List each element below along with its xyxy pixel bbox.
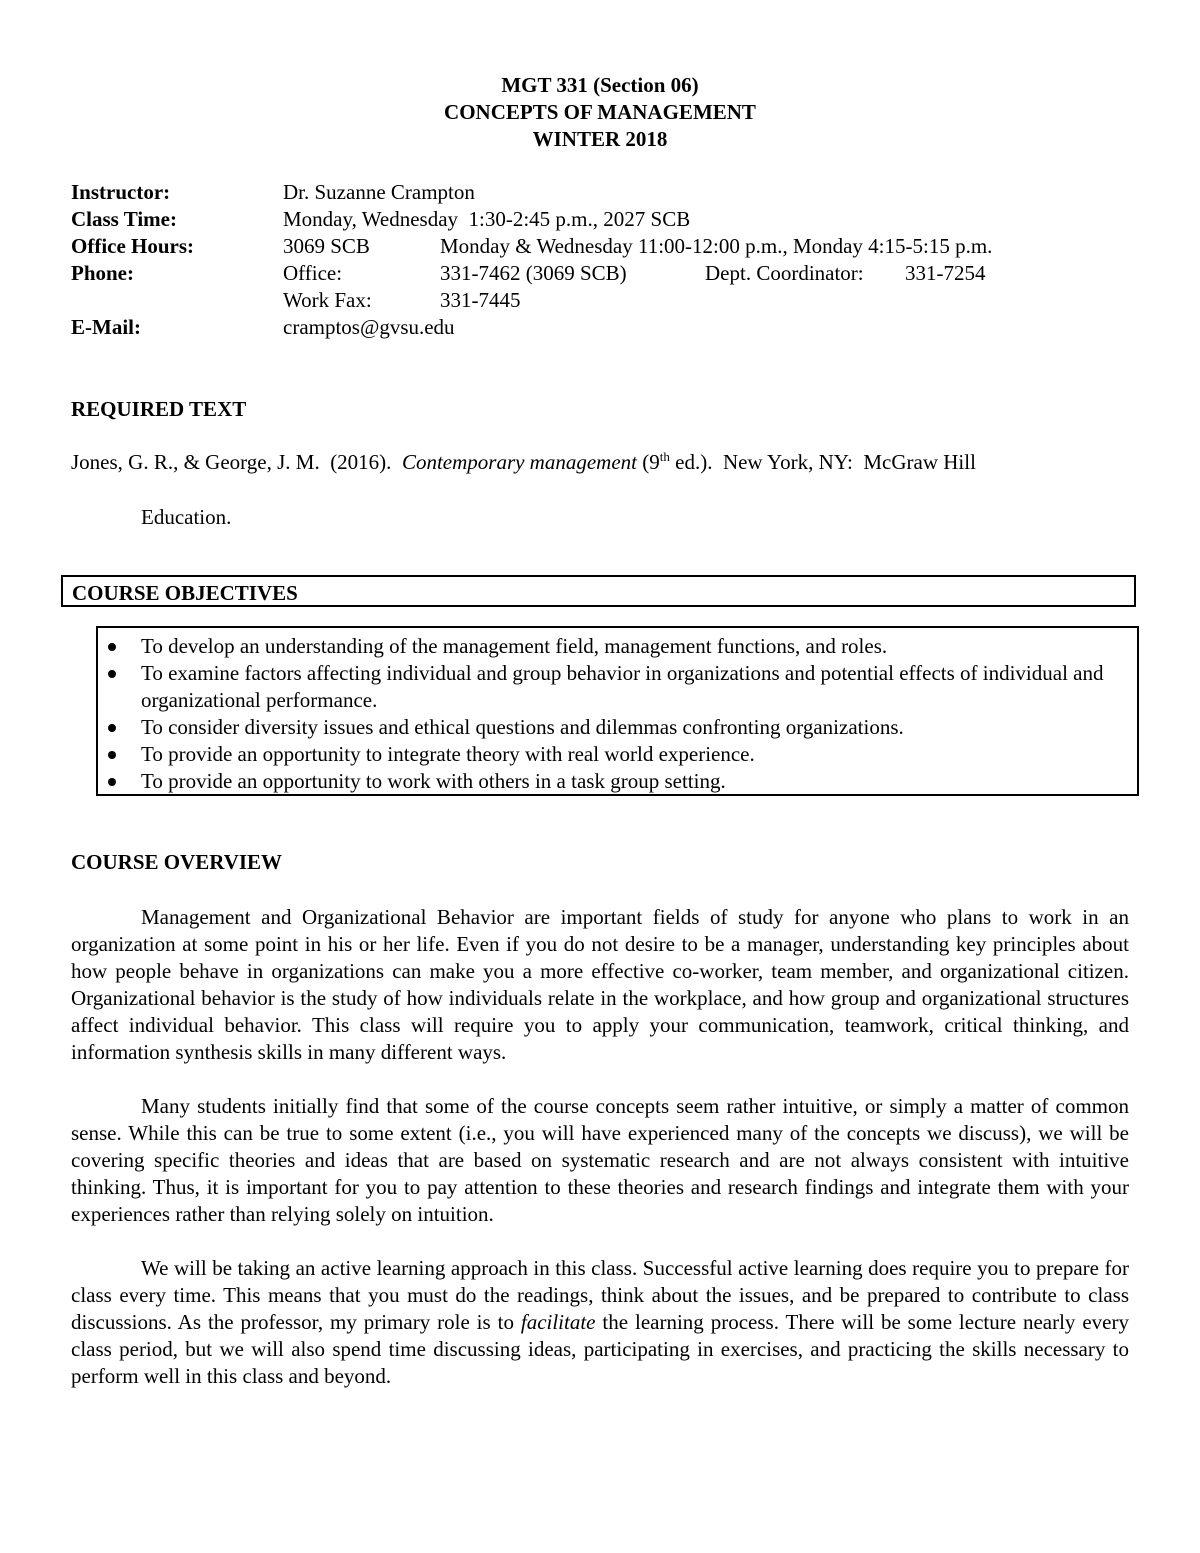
citation-edition-suffix: th	[659, 449, 670, 464]
office-hours-times: Monday & Wednesday 11:00-12:00 p.m., Monday 4:15-5:15 p.m.	[440, 234, 993, 258]
course-title-block	[0, 72, 1200, 153]
instructor-value: Dr. Suzanne Crampton	[283, 180, 475, 204]
objectives-heading-box	[61, 575, 1136, 607]
bullet-icon	[108, 778, 116, 786]
overview-paragraph-1: Management and Organizational Behavior are important fields of study for anyone who plans to work in an organization at some point in his or her life. Even if you do not desire to be a manager, understanding key principles about how people behave in organizations can make you a more effective co-worker, team member, and organizational citizen. Organizational behavior is the study of how individuals relate in the workplace, and how group and organizational structures affect individual behavior. This class will require you to apply your communication, teamwork, critical thinking, and information synthesis skills in many different ways.	[71, 905, 1129, 1064]
class-time-label: Class Time:	[71, 207, 177, 231]
class-time-value: Monday, Wednesday 1:30-2:45 p.m., 2027 SCB	[283, 207, 691, 231]
course-overview-heading: COURSE OVERVIEW	[71, 850, 283, 874]
citation-continuation: Education.	[141, 505, 232, 529]
required-text-heading: REQUIRED TEXT	[71, 397, 247, 421]
overview-paragraph-3: We will be taking an active learning approach in this class. Successful active learning does require you to prepare for class every time. This means that you must do the readings, think about the issues, and be prepared to contribute to class discussions. As the professor, my primary role is to facilitate the learning process. There will be some lecture nearly every class period, but we will also spend time discussing ideas, participating in exercises, and practicing the skills necessary to perform well in this class and beyond.	[71, 1256, 1129, 1388]
course-overview-body	[71, 904, 1129, 1390]
overview-paragraph-2: Many students initially find that some of the course concepts seem rather intuitive, or simply a matter of common sense. While this can be true to some extent (i.e., you will have experienced many of the concepts we discuss), we will be covering specific theories and ideas that are based on systematic research and are not always consistent with intuitive thinking. Thus, it is important for you to pay attention to these theories and research findings and integrate them with your experiences rather than relying solely on intuition.	[71, 1094, 1129, 1226]
office-phone-value: 331-7462 (3069 SCB)	[440, 261, 627, 285]
bullet-icon	[108, 724, 116, 732]
course-code: MGT 331 (Section 06)	[501, 73, 699, 97]
office-phone-label: Office:	[283, 261, 343, 285]
objective-item: To develop an understanding of the management field, management functions, and roles.	[98, 633, 1137, 660]
instructor-label: Instructor:	[71, 180, 171, 204]
objectives-list-box	[96, 626, 1139, 796]
bullet-icon	[108, 751, 116, 759]
objective-item: To provide an opportunity to work with others in a task group setting.	[98, 768, 1137, 795]
citation-publisher: ed.). New York, NY: McGraw Hill	[669, 450, 976, 474]
objectives-heading: COURSE OBJECTIVES	[72, 581, 298, 605]
email-value[interactable]: cramptos@gvsu.edu	[283, 315, 455, 339]
objectives-list	[98, 628, 1137, 795]
dept-coordinator-label: Dept. Coordinator:	[705, 261, 864, 285]
email-label: E-Mail:	[71, 315, 141, 339]
work-fax-value: 331-7445	[440, 288, 521, 312]
emphasis-facilitate: facilitate	[520, 1310, 596, 1334]
bullet-icon	[108, 643, 116, 651]
course-name: CONCEPTS OF MANAGEMENT	[444, 100, 756, 124]
phone-label: Phone:	[71, 261, 134, 285]
citation-edition: (9	[637, 450, 660, 474]
dept-coordinator-value: 331-7254	[905, 261, 986, 285]
citation-title: Contemporary management	[401, 450, 637, 474]
citation-authors: Jones, G. R., & George, J. M. (2016).	[71, 450, 402, 474]
office-hours-room: 3069 SCB	[283, 234, 370, 258]
bullet-icon	[108, 670, 116, 678]
course-term: WINTER 2018	[532, 127, 668, 151]
textbook-citation	[71, 450, 976, 475]
objective-item: To examine factors affecting individual and group behavior in organizations and potential effects of individual and organizational performance.	[98, 660, 1137, 714]
objective-item: To consider diversity issues and ethical questions and dilemmas confronting organizations.	[98, 714, 1137, 741]
objective-item: To provide an opportunity to integrate theory with real world experience.	[98, 741, 1137, 768]
work-fax-label: Work Fax:	[283, 288, 372, 312]
office-hours-label: Office Hours:	[71, 234, 195, 258]
